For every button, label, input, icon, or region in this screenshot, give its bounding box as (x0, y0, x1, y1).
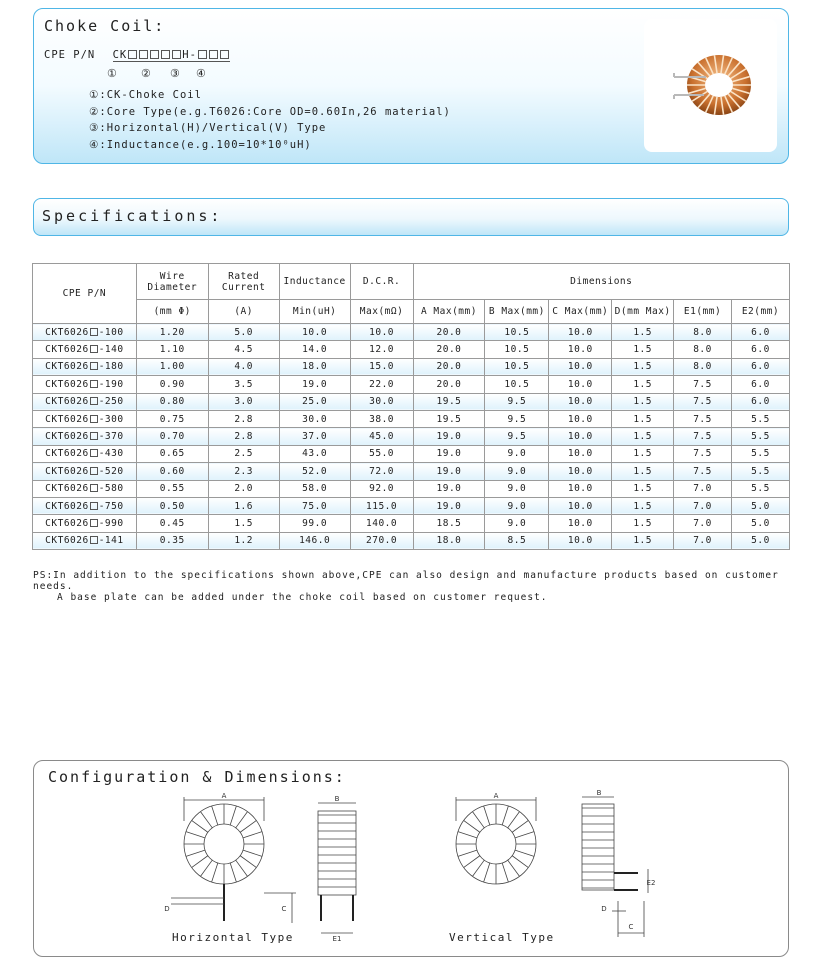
pn-placeholder-box (90, 380, 98, 388)
table-cell: 7.0 (674, 480, 732, 497)
pn-placeholder-box (90, 345, 98, 353)
horizontal-toroid-winding (230, 863, 236, 882)
table-cell: 19.0 (413, 480, 485, 497)
pn-cell (33, 532, 137, 549)
marker-3: ③ (170, 67, 180, 80)
table-cell: 1.5 (612, 376, 674, 393)
table-cell: 19.0 (413, 463, 485, 480)
vertical-toroid-winding (464, 856, 480, 868)
table-cell: 7.0 (674, 515, 732, 532)
pn-cell (33, 428, 137, 445)
horizontal-toroid-winding (236, 860, 248, 876)
table-cell: 10.0 (549, 410, 612, 427)
dim-d-label: D (601, 905, 607, 913)
table-cell: 9.5 (485, 428, 549, 445)
table-cell: 0.50 (136, 497, 208, 514)
desc-line-3: ③:Horizontal(H)/Vertical(V) Type (89, 122, 327, 134)
horizontal-toroid-winding (186, 832, 205, 838)
table-cell: 10.0 (549, 445, 612, 462)
pn-placeholder-box (90, 362, 98, 370)
pn-mid: H- (182, 49, 197, 61)
specifications-panel (33, 198, 789, 236)
pn-series: CKT6026 (45, 517, 89, 529)
pn-placeholder-box (90, 519, 98, 527)
pn-suffix: -430 (98, 448, 124, 460)
table-cell: 52.0 (279, 463, 350, 480)
pn-series: CKT6026 (45, 378, 89, 390)
configuration-title: Configuration & Dimensions: (48, 768, 346, 786)
pn-series: CKT6026 (45, 344, 89, 356)
dim-b-label: B (596, 789, 602, 797)
table-cell: 1.10 (136, 341, 208, 358)
table-cell: 5.5 (732, 410, 790, 427)
table-cell: 1.5 (612, 393, 674, 410)
pn-series: CKT6026 (45, 483, 89, 495)
table-cell: 1.5 (612, 463, 674, 480)
pn-series: CKT6026 (45, 500, 89, 512)
pn-suffix: -100 (98, 326, 124, 338)
table-cell: 18.0 (279, 358, 350, 375)
pn-placeholder-box (90, 449, 98, 457)
table-row (33, 358, 790, 375)
table-cell: 30.0 (350, 393, 413, 410)
pn-cell (33, 410, 137, 427)
table-cell: 5.5 (732, 428, 790, 445)
table-cell: 6.0 (732, 341, 790, 358)
dim-e1-label: E1 (332, 935, 342, 943)
table-row (33, 393, 790, 410)
pn-cell (33, 515, 137, 532)
table-cell: 1.5 (612, 497, 674, 514)
vertical-toroid-inner-ring (476, 824, 516, 864)
table-cell: 25.0 (279, 393, 350, 410)
table-cell: 10.0 (549, 341, 612, 358)
pn-series: CKT6026 (45, 465, 89, 477)
table-cell: 0.35 (136, 532, 208, 549)
horizontal-side-body (318, 811, 356, 895)
pn-label: CPE P/N (44, 49, 96, 61)
pn-placeholder-box (90, 432, 98, 440)
table-header-row (33, 264, 790, 300)
table-cell: 5.0 (732, 532, 790, 549)
table-cell: 2.5 (208, 445, 279, 462)
pn-suffix: -990 (98, 517, 124, 529)
table-cell: 10.5 (485, 358, 549, 375)
table-cell: 10.0 (549, 463, 612, 480)
table-row (33, 532, 790, 549)
unit-cell: (mm Φ) (136, 300, 208, 324)
table-cell: 20.0 (413, 376, 485, 393)
pn-placeholder-box (90, 502, 98, 510)
pn-cell (33, 358, 137, 375)
table-row (33, 341, 790, 358)
table-cell: 6.0 (732, 324, 790, 341)
table-row (33, 410, 790, 427)
header-inductance: Inductance (279, 264, 350, 300)
desc-line-2: ②:Core Type(e.g.T6026:Core OD=0.60In,26 material) (89, 105, 451, 118)
table-cell: 1.00 (136, 358, 208, 375)
part-number-format (44, 49, 230, 61)
vertical-toroid-winding (502, 806, 508, 825)
choke-coil-panel (33, 8, 789, 164)
dim-c-label: C (281, 905, 287, 913)
choke-coil-photo (644, 19, 777, 152)
table-cell: 20.0 (413, 358, 485, 375)
header-wire: Wire Diameter (136, 264, 208, 300)
table-cell: 1.5 (612, 324, 674, 341)
choke-coil-title: Choke Coil: (44, 17, 166, 35)
pn-cell (33, 376, 137, 393)
table-cell: 6.0 (732, 358, 790, 375)
pn-placeholder-box (90, 536, 98, 544)
horizontal-toroid-winding (230, 806, 236, 825)
pn-placeholder-box (90, 467, 98, 475)
table-cell: 1.6 (208, 497, 279, 514)
table-cell: 55.0 (350, 445, 413, 462)
unit-cell: Max(mΩ) (350, 300, 413, 324)
toroid-coil-image (644, 19, 777, 152)
header-dcr: D.C.R. (350, 264, 413, 300)
table-cell: 5.0 (732, 497, 790, 514)
pn-cell (33, 480, 137, 497)
table-cell: 22.0 (350, 376, 413, 393)
table-cell: 6.0 (732, 376, 790, 393)
unit-cell: E1(mm) (674, 300, 732, 324)
vertical-toroid-winding (472, 812, 484, 828)
pn-cell (33, 393, 137, 410)
unit-cell: Min(uH) (279, 300, 350, 324)
table-row (33, 376, 790, 393)
table-row (33, 445, 790, 462)
table-cell: 2.3 (208, 463, 279, 480)
table-cell: 43.0 (279, 445, 350, 462)
pn-suffix: -520 (98, 465, 124, 477)
table-cell: 8.0 (674, 341, 732, 358)
table-cell: 10.5 (485, 324, 549, 341)
table-cell: 19.0 (413, 445, 485, 462)
vertical-toroid-winding (515, 832, 534, 838)
horizontal-toroid-inner-ring (204, 824, 244, 864)
table-cell: 9.0 (485, 445, 549, 462)
table-cell: 10.0 (549, 428, 612, 445)
table-cell: 1.5 (612, 358, 674, 375)
table-cell: 7.0 (674, 497, 732, 514)
table-row (33, 497, 790, 514)
pn-series: CKT6026 (45, 431, 89, 443)
table-cell: 0.90 (136, 376, 208, 393)
table-cell: 9.0 (485, 497, 549, 514)
horizontal-type-caption: Horizontal Type (172, 931, 294, 944)
table-cell: 10.0 (279, 324, 350, 341)
table-cell: 9.0 (485, 515, 549, 532)
table-cell: 19.5 (413, 393, 485, 410)
table-cell: 2.0 (208, 480, 279, 497)
table-cell: 19.0 (413, 428, 485, 445)
vertical-toroid-winding (515, 850, 534, 856)
horizontal-toroid-winding (192, 820, 208, 832)
pn-suffix: -140 (98, 344, 124, 356)
header-dimensions: Dimensions (413, 264, 789, 300)
table-cell: 19.0 (279, 376, 350, 393)
horizontal-toroid-winding (236, 812, 248, 828)
table-cell: 10.5 (485, 376, 549, 393)
table-cell: 0.65 (136, 445, 208, 462)
table-cell: 1.5 (612, 480, 674, 497)
table-cell: 7.5 (674, 428, 732, 445)
pn-cell (33, 463, 137, 480)
table-cell: 99.0 (279, 515, 350, 532)
horizontal-toroid-winding (186, 850, 205, 856)
vertical-side-body (582, 804, 614, 890)
horizontal-toroid-winding (240, 856, 256, 868)
table-cell: 5.5 (732, 463, 790, 480)
table-cell: 0.55 (136, 480, 208, 497)
pn-suffix: -190 (98, 378, 124, 390)
table-cell: 4.0 (208, 358, 279, 375)
vertical-toroid-winding (458, 850, 477, 856)
horizontal-toroid-winding (200, 812, 212, 828)
base-plate-note: A base plate can be added under the choke coil based on customer request. (57, 592, 548, 603)
dim-e2-label: E2 (646, 879, 656, 887)
vertical-toroid-winding (472, 860, 484, 876)
table-cell: 58.0 (279, 480, 350, 497)
pn-series: CKT6026 (45, 326, 89, 338)
pn-placeholder-box (90, 484, 98, 492)
pn-series: CKT6026 (45, 535, 89, 547)
table-cell: 7.5 (674, 445, 732, 462)
table-cell: 9.5 (485, 410, 549, 427)
table-cell: 10.0 (549, 497, 612, 514)
table-cell: 7.5 (674, 393, 732, 410)
table-cell: 9.5 (485, 393, 549, 410)
vertical-toroid-winding (484, 806, 490, 825)
table-cell: 10.0 (549, 515, 612, 532)
pn-suffix: -370 (98, 431, 124, 443)
table-cell: 4.5 (208, 341, 279, 358)
pn-series: CKT6026 (45, 361, 89, 373)
table-cell: 0.60 (136, 463, 208, 480)
vertical-toroid-winding (508, 860, 520, 876)
table-cell: 5.0 (732, 515, 790, 532)
header-current: Rated Current (208, 264, 279, 300)
ps-note: PS:In addition to the specifications shown above,CPE can also design and manufacture products based on customer needs. (33, 570, 779, 592)
pn-cell (33, 341, 137, 358)
table-cell: 20.0 (413, 324, 485, 341)
table-cell: 7.0 (674, 532, 732, 549)
table-unit-row (33, 300, 790, 324)
table-cell: 72.0 (350, 463, 413, 480)
horizontal-toroid-winding (192, 856, 208, 868)
unit-cell: A Max(mm) (413, 300, 485, 324)
dimension-drawings (34, 761, 790, 958)
table-cell: 10.0 (549, 324, 612, 341)
table-body (33, 324, 790, 550)
pn-prefix: CK (112, 49, 128, 61)
pn-cell (33, 497, 137, 514)
pn-code (113, 49, 230, 62)
vertical-type-caption: Vertical Type (449, 931, 555, 944)
vertical-toroid-winding (512, 820, 528, 832)
table-cell: 12.0 (350, 341, 413, 358)
table-cell: 14.0 (279, 341, 350, 358)
pn-suffix: -180 (98, 361, 124, 373)
table-cell: 0.75 (136, 410, 208, 427)
pn-cell (33, 445, 137, 462)
horizontal-toroid-winding (200, 860, 212, 876)
table-cell: 1.5 (612, 428, 674, 445)
table-cell: 8.5 (485, 532, 549, 549)
vertical-toroid-winding (464, 820, 480, 832)
table-cell: 18.5 (413, 515, 485, 532)
table-cell: 8.0 (674, 324, 732, 341)
pn-suffix: -750 (98, 500, 124, 512)
pn-series: CKT6026 (45, 396, 89, 408)
table-cell: 1.5 (612, 445, 674, 462)
table-cell: 2.8 (208, 410, 279, 427)
header-pn: CPE P/N (33, 264, 137, 324)
table-cell: 5.5 (732, 445, 790, 462)
dim-b-label: B (334, 795, 340, 803)
vertical-toroid-winding (458, 832, 477, 838)
table-cell: 5.0 (208, 324, 279, 341)
table-cell: 75.0 (279, 497, 350, 514)
specifications-table (32, 263, 790, 550)
marker-2: ② (141, 67, 151, 80)
table-cell: 2.8 (208, 428, 279, 445)
unit-cell: B Max(mm) (485, 300, 549, 324)
table-cell: 30.0 (279, 410, 350, 427)
pn-placeholder-box (90, 397, 98, 405)
horizontal-toroid-winding (243, 832, 262, 838)
horizontal-toroid-winding (243, 850, 262, 856)
dim-a-label: A (493, 792, 499, 800)
vertical-toroid-winding (512, 856, 528, 868)
table-cell: 10.0 (549, 532, 612, 549)
table-cell: 5.5 (732, 480, 790, 497)
table-cell: 1.20 (136, 324, 208, 341)
specifications-title: Specifications: (42, 207, 223, 225)
marker-4: ④ (196, 67, 206, 80)
marker-1: ① (107, 67, 117, 80)
table-cell: 9.0 (485, 480, 549, 497)
pn-cell (33, 324, 137, 341)
unit-cell: C Max(mm) (549, 300, 612, 324)
table-cell: 0.70 (136, 428, 208, 445)
table-cell: 18.0 (413, 532, 485, 549)
table-cell: 10.0 (549, 480, 612, 497)
pn-series: CKT6026 (45, 413, 89, 425)
table-cell: 1.5 (612, 515, 674, 532)
table-cell: 1.5 (208, 515, 279, 532)
table-cell: 1.5 (612, 341, 674, 358)
table-cell: 8.0 (674, 358, 732, 375)
pn-suffix: -580 (98, 483, 124, 495)
table-cell: 37.0 (279, 428, 350, 445)
table-cell: 9.0 (485, 463, 549, 480)
table-cell: 1.5 (612, 410, 674, 427)
dim-d-label: D (164, 905, 170, 913)
table-cell: 0.80 (136, 393, 208, 410)
pn-descriptions (89, 87, 451, 153)
table-cell: 140.0 (350, 515, 413, 532)
pn-placeholder-box (90, 328, 98, 336)
table-cell: 1.5 (612, 532, 674, 549)
table-cell: 38.0 (350, 410, 413, 427)
horizontal-toroid-winding (212, 806, 218, 825)
dim-a-label: A (221, 792, 227, 800)
pn-series: CKT6026 (45, 448, 89, 460)
horizontal-toroid-winding (212, 863, 218, 882)
table-cell: 10.0 (350, 324, 413, 341)
table-cell: 7.5 (674, 463, 732, 480)
table-cell: 3.5 (208, 376, 279, 393)
vertical-toroid-winding (508, 812, 520, 828)
unit-cell: E2(mm) (732, 300, 790, 324)
table-row (33, 463, 790, 480)
table-cell: 146.0 (279, 532, 350, 549)
table-cell: 6.0 (732, 393, 790, 410)
table-row (33, 515, 790, 532)
vertical-toroid-winding (484, 863, 490, 882)
table-cell: 3.0 (208, 393, 279, 410)
desc-line-1: ①:CK-Choke Coil (89, 89, 202, 101)
pn-placeholder-box (90, 415, 98, 423)
pn-suffix: -300 (98, 413, 124, 425)
table-cell: 7.5 (674, 376, 732, 393)
pn-suffix: -141 (98, 535, 124, 547)
table-cell: 10.0 (549, 358, 612, 375)
table-cell: 7.5 (674, 410, 732, 427)
table-cell: 19.0 (413, 497, 485, 514)
unit-cell: D(mm Max) (612, 300, 674, 324)
table-cell: 10.0 (549, 376, 612, 393)
configuration-panel (33, 760, 789, 957)
table-cell: 115.0 (350, 497, 413, 514)
table-cell: 15.0 (350, 358, 413, 375)
unit-cell: (A) (208, 300, 279, 324)
table-row (33, 428, 790, 445)
table-cell: 20.0 (413, 341, 485, 358)
table-cell: 45.0 (350, 428, 413, 445)
table-cell: 0.45 (136, 515, 208, 532)
table-cell: 270.0 (350, 532, 413, 549)
horizontal-toroid-winding (240, 820, 256, 832)
table-row (33, 480, 790, 497)
table-cell: 10.5 (485, 341, 549, 358)
pn-suffix: -250 (98, 396, 124, 408)
table-cell: 19.5 (413, 410, 485, 427)
table-row (33, 324, 790, 341)
table-cell: 92.0 (350, 480, 413, 497)
vertical-toroid-winding (502, 863, 508, 882)
dim-c-label: C (628, 923, 634, 931)
desc-line-4: ④:Inductance(e.g.100=10*10⁰uH) (89, 138, 312, 151)
table-cell: 1.2 (208, 532, 279, 549)
table-cell: 10.0 (549, 393, 612, 410)
